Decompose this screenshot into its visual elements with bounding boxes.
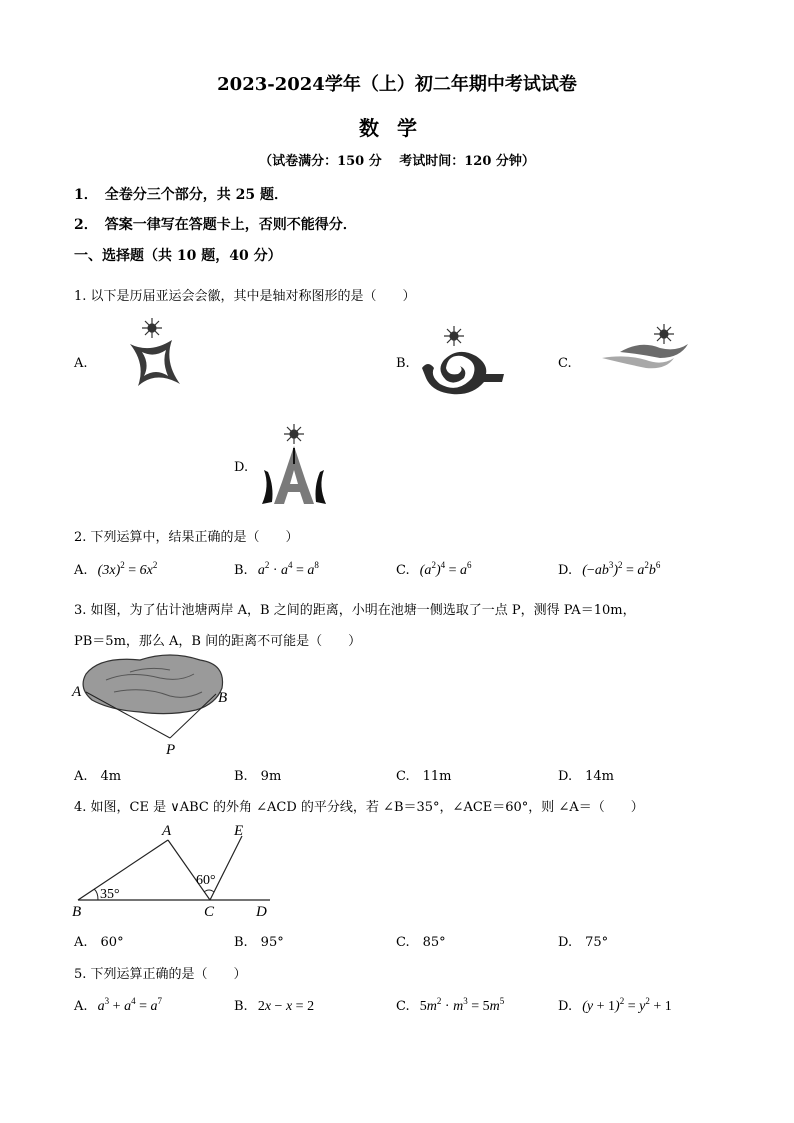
- sun-icon: [444, 326, 464, 346]
- q1-emblem-c: [600, 324, 692, 374]
- q2-option-d: D. $(-ab^3)^2 = a^2b^6$: [558, 560, 661, 578]
- page-title: 2023-2024学年（上）初二年期中考试试卷: [217, 74, 577, 95]
- pond-shape: [83, 655, 222, 714]
- q4-option-b: B. 95°: [234, 935, 284, 950]
- q1-emblem-b: [418, 324, 508, 396]
- q3-stem-line1: 3. 如图，为了估计池塘两岸 A，B 之间的距离，小明在池塘一侧选取了一点 P，测得 PA＝10m，: [74, 603, 636, 618]
- q4-figure-triangle: [70, 818, 280, 922]
- q1-option-c-label: C.: [558, 356, 572, 371]
- q2-option-a-label: A.: [74, 563, 88, 578]
- segment-ac: [168, 840, 210, 900]
- q2-option-b: B. $a^2 \cdot a^4 = a^8$: [234, 560, 319, 578]
- q4-option-c: C. 85°: [396, 935, 446, 950]
- q3-option-a: A. 4m: [74, 769, 122, 784]
- point-a-label: A: [162, 823, 172, 839]
- note-2: 2． 答案一律写在答题卡上，否则不能得分．: [74, 217, 357, 233]
- q3-figure-pond: [70, 652, 240, 758]
- q5-option-b-label: B.: [234, 999, 248, 1014]
- q4-option-a: A. 60°: [74, 935, 124, 950]
- q4-stem: 4. 如图，CE 是 ∨ABC 的外角 ∠ACD 的平分线，若 ∠B＝35°，∠ACE＝60°，则 ∠A＝（ ）: [74, 800, 644, 815]
- q2-option-d-label: D.: [558, 563, 573, 578]
- point-c-label: C: [204, 904, 215, 920]
- exam-meta: （试卷满分：150 分 考试时间：120 分钟）: [259, 154, 535, 169]
- point-e-label: E: [234, 823, 244, 839]
- emblem-d-left-wing: [262, 470, 273, 504]
- q2-option-c-label: C.: [396, 563, 410, 578]
- q3-stem-line2: PB＝5m，那么 A，B 间的距离不可能是（ ）: [74, 634, 362, 649]
- sun-icon: [654, 324, 674, 344]
- q1-option-d-label: D.: [234, 460, 249, 475]
- q5-option-d-label: D.: [558, 999, 573, 1014]
- q3-option-b: B. 9m: [234, 769, 282, 784]
- q5-option-d: D. $(y + 1)^2 = y^2 + 1$: [558, 996, 672, 1014]
- sun-icon: [284, 424, 304, 444]
- point-d-label: D: [256, 904, 267, 920]
- q3-option-d: D. 14m: [558, 769, 614, 784]
- segment-ce: [210, 836, 242, 900]
- q5-option-c: C. $5m^2 \cdot m^3 = 5m^5$: [396, 996, 505, 1014]
- q5-option-a: A. $a^3 + a^4 = a^7$: [74, 996, 162, 1014]
- q2-stem: 2. 下列运算中，结果正确的是（ ）: [74, 530, 299, 545]
- q1-option-b-label: B.: [396, 356, 410, 371]
- emblem-c-wave-bottom: [602, 356, 674, 368]
- q5-option-c-label: C.: [396, 999, 410, 1014]
- q2-option-b-label: B.: [234, 563, 248, 578]
- q5-option-b: B. 2x − x = 2: [234, 999, 315, 1014]
- emblem-b-shape: [422, 352, 504, 394]
- point-b-label: B: [72, 904, 82, 920]
- q5-stem: 5. 下列运算正确的是（ ）: [74, 967, 247, 982]
- emblem-c-wave-top: [620, 344, 688, 358]
- point-b-label: B: [218, 690, 228, 706]
- q3-option-c: C. 11m: [396, 769, 452, 784]
- point-p-label: P: [166, 742, 176, 758]
- q1-emblem-a: [120, 318, 190, 390]
- note-1: 1． 全卷分三个部分，共 25 题．: [74, 187, 288, 203]
- emblem-a-shape: [130, 340, 180, 386]
- subject-title: 数学: [359, 116, 435, 140]
- q2-option-c: C. $(a^2)^4 = a^6$: [396, 560, 472, 578]
- q1-option-a-label: A.: [74, 356, 88, 371]
- point-a-label: A: [72, 684, 82, 700]
- angle-b-label: 35°: [100, 887, 120, 902]
- segment-ba: [78, 840, 168, 900]
- sun-icon: [142, 318, 162, 338]
- section-heading: 一、选择题（共 10 题，40 分）: [74, 248, 282, 264]
- angle-ace-label: 60°: [196, 873, 216, 888]
- q1-emblem-d: [258, 424, 334, 508]
- emblem-d-right-wing: [316, 470, 327, 504]
- q1-stem: 1. 以下是历届亚运会会徽，其中是轴对称图形的是（ ）: [74, 289, 416, 304]
- q5-option-a-label: A.: [74, 999, 88, 1014]
- q2-option-a: A. $(3x)^2 = 6x^2$: [74, 560, 158, 578]
- q4-option-d: D. 75°: [558, 935, 609, 950]
